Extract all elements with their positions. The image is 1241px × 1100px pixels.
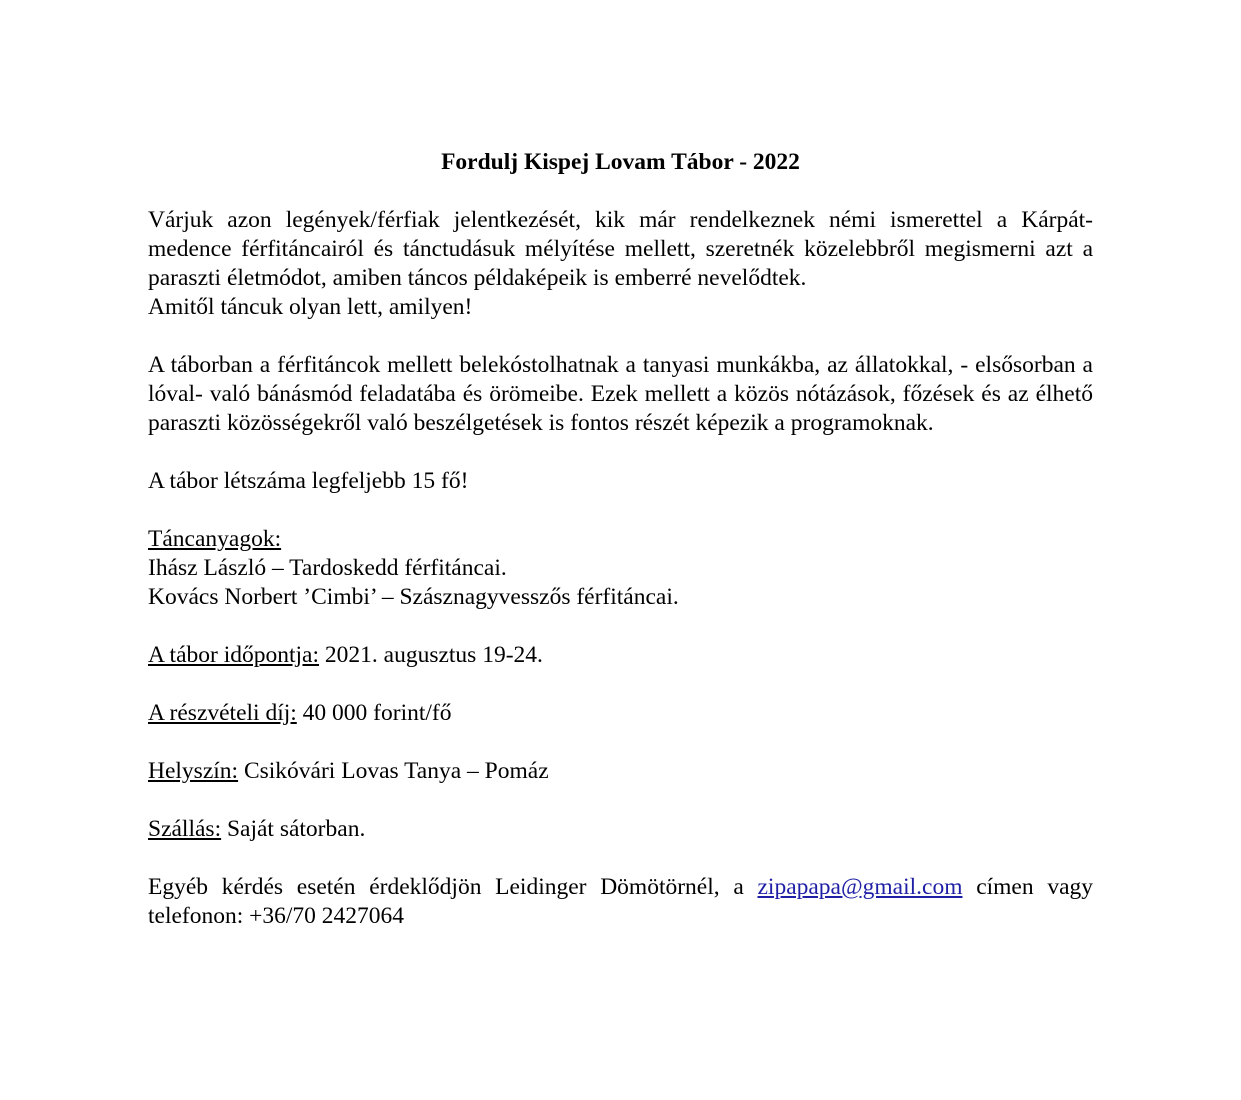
fee-value: 40 000 forint/fő [296, 700, 452, 726]
date-value: 2021. augusztus 19-24. [319, 642, 543, 668]
location-label: Helyszín: [148, 758, 239, 784]
dances-heading [148, 525, 1093, 554]
contact-text-before: Egyéb kérdés esetén érdeklődjön Leidinger Dömötörnél, a [148, 874, 758, 900]
spacer [148, 438, 1093, 467]
program-paragraph: A táborban a férfitáncok mellett belekóstolhatnak a tanyasi munkákba, az állatokkal, - elsősorban a lóval- való bánásmód feladatába és örömeibe. Ezek mellett a közös nótázások, főzések és az élhető paraszti közösségekről való beszélgetések is fontos részét képezik a programoknak. [148, 352, 1093, 436]
intro-paragraph: Várjuk azon legények/férfiak jelentkezését, kik már rendelkeznek némi ismerettel a Kárpát-medence férfitáncairól és tánctudásuk mélyítése mellett, szeretnék közelebbről megismerni azt a paraszti életmódot, amiben táncos példaképeik is emberré nevelődtek. [148, 207, 1093, 291]
fee-line [148, 699, 1093, 728]
spacer [148, 728, 1093, 757]
spacer [148, 322, 1093, 351]
dances-label: Táncanyagok: [148, 526, 282, 552]
spacer [148, 177, 1093, 206]
document-page [148, 148, 1093, 931]
intro-line-2: Amitől táncuk olyan lett, amilyen! [148, 294, 473, 320]
document-title: Fordulj Kispej Lovam Tábor - 2022 [441, 149, 800, 175]
spacer [148, 670, 1093, 699]
dance-item: Kovács Norbert ’Cimbi’ – Szásznagyvesszős férfitáncai. [148, 584, 679, 610]
fee-label: A részvételi díj: [148, 700, 297, 726]
spacer [148, 496, 1093, 525]
location-line [148, 757, 1093, 786]
accommodation-value: Saját sátorban. [221, 816, 366, 842]
dance-item: Ihász László – Tardoskedd férfitáncai. [148, 555, 507, 581]
contact-text-after: címen vagy telefonon: +36/70 2427064 [148, 874, 1093, 929]
accommodation-line [148, 815, 1093, 844]
capacity-text: A tábor létszáma legfeljebb 15 fő! [148, 468, 469, 494]
spacer [148, 786, 1093, 815]
location-value: Csikóvári Lovas Tanya – Pomáz [238, 758, 549, 784]
email-link[interactable]: zipapapa@gmail.com [757, 874, 963, 900]
date-label: A tábor időpontja: [148, 642, 320, 668]
contact-paragraph [148, 873, 1093, 931]
spacer [148, 612, 1093, 641]
spacer [148, 844, 1093, 873]
accommodation-label: Szállás: [148, 816, 222, 842]
date-line [148, 641, 1093, 670]
